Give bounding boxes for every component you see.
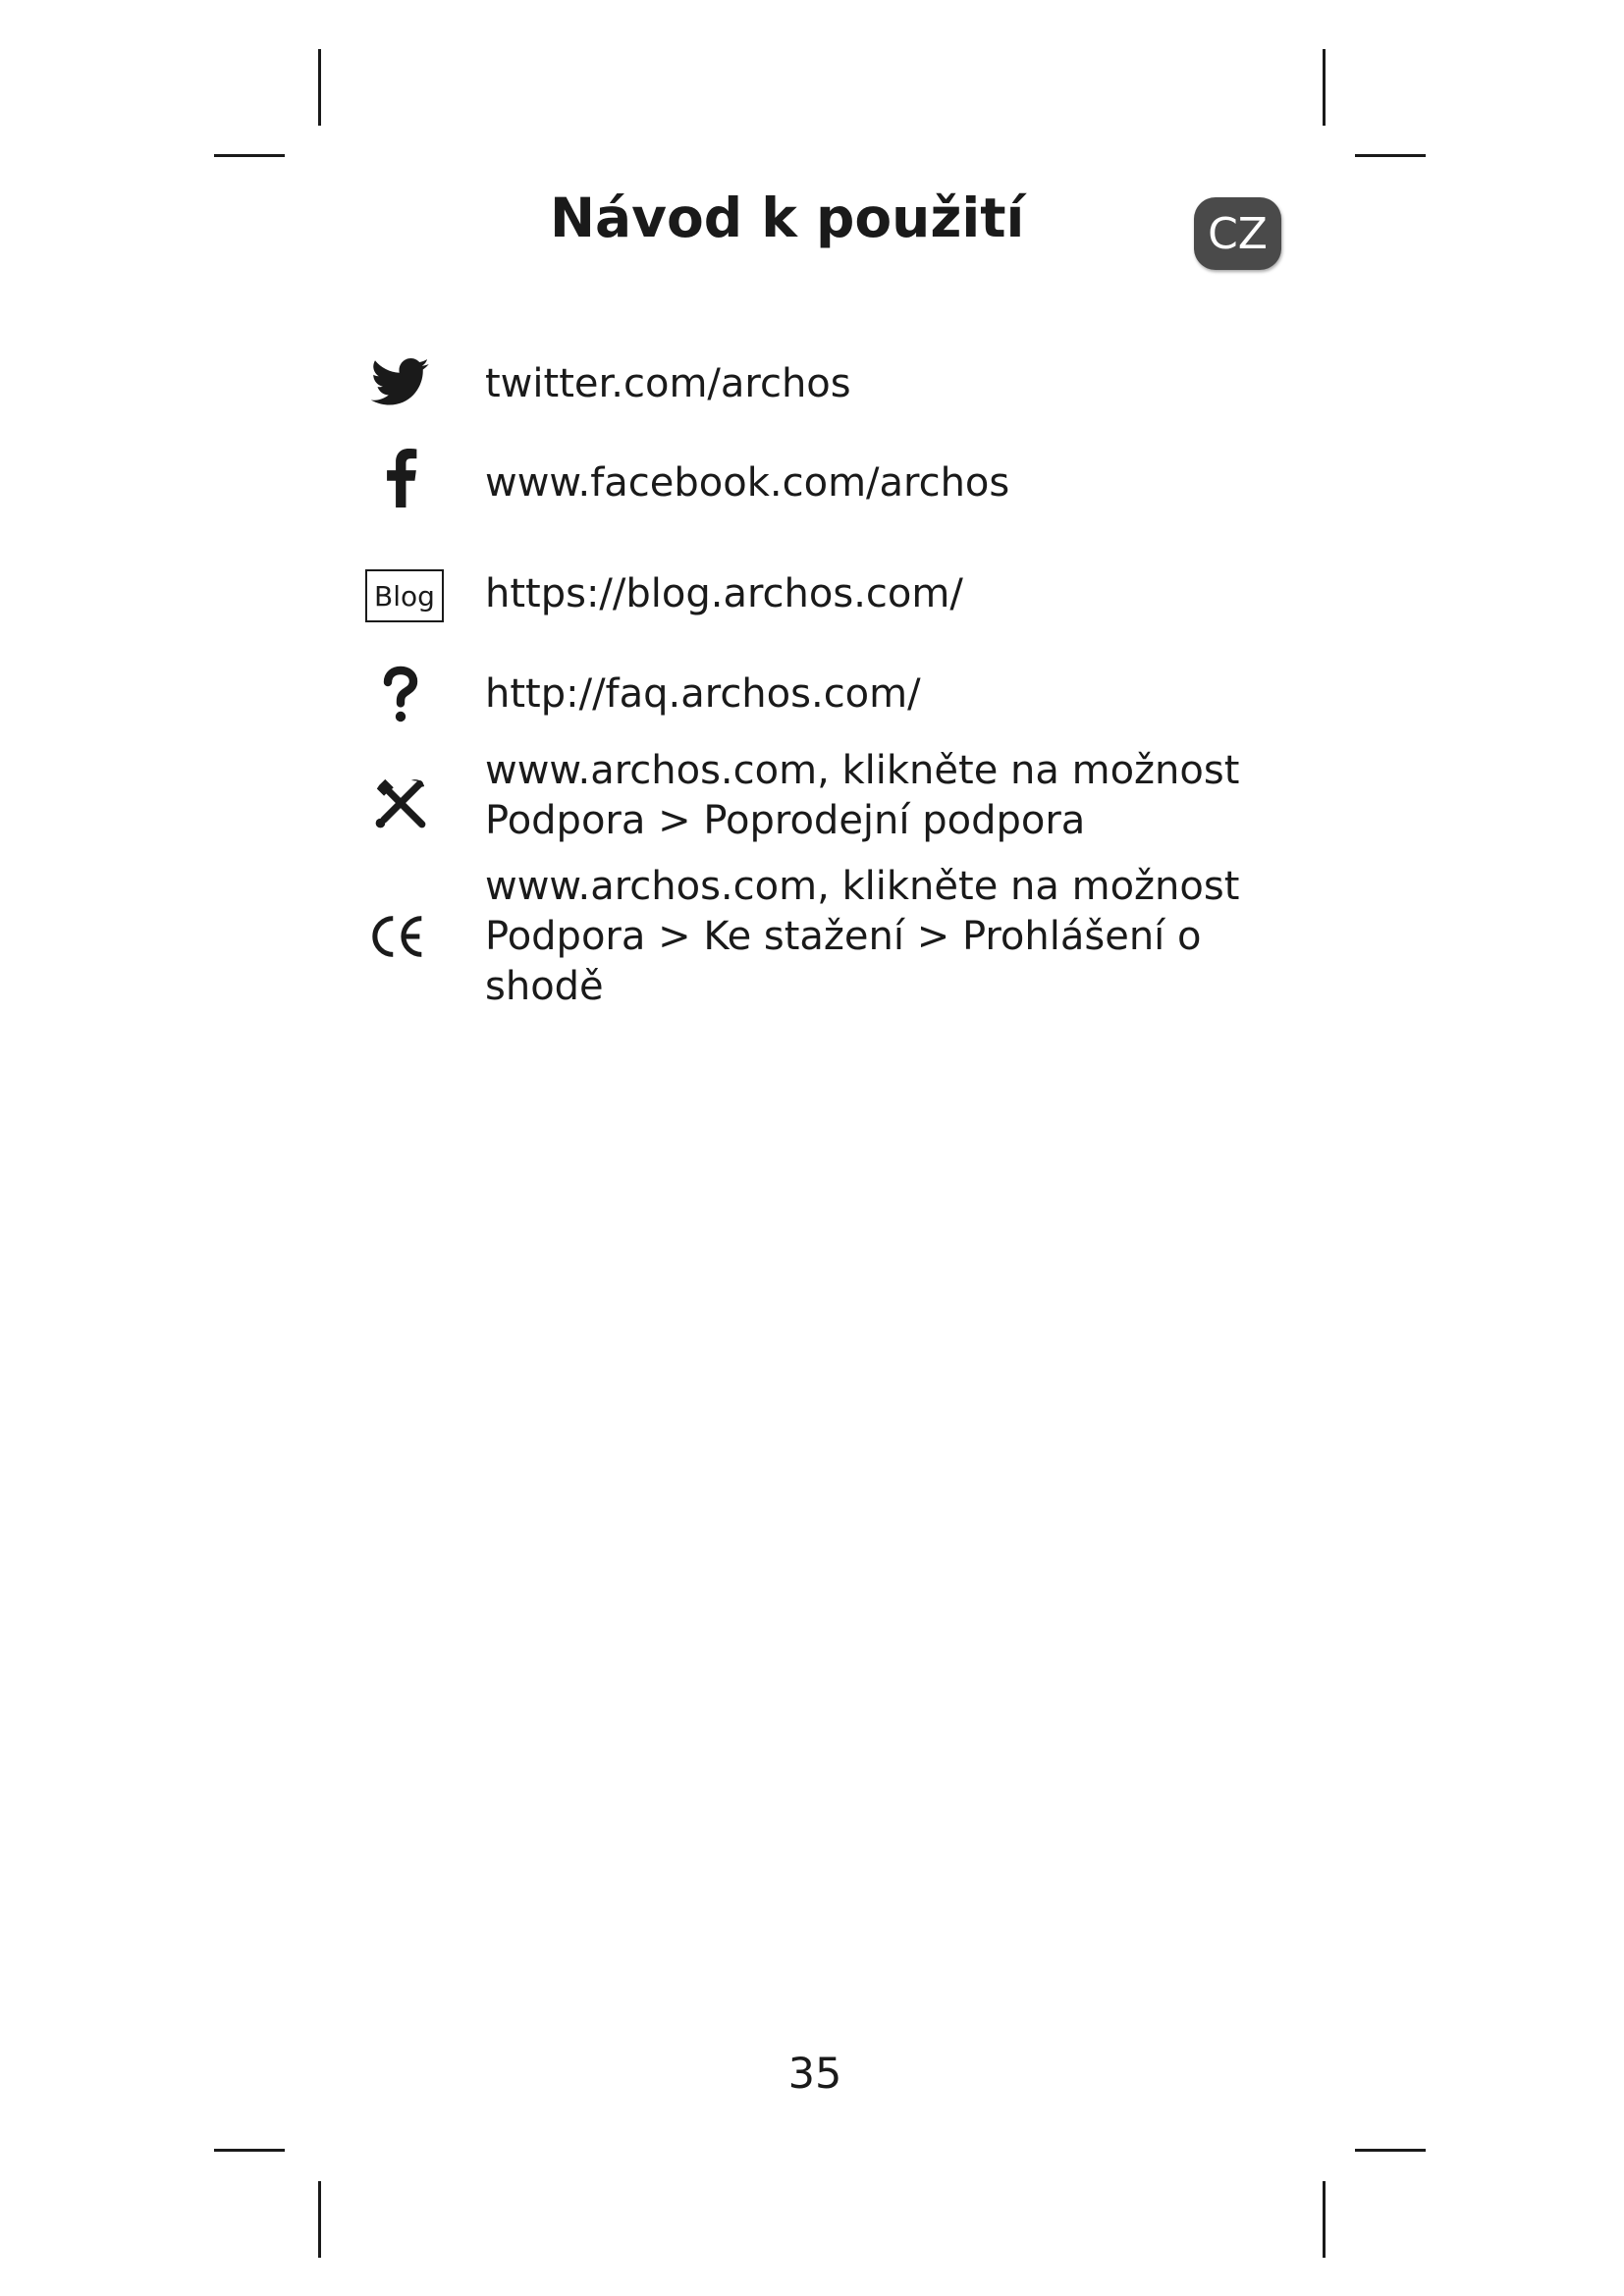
link-text-facebook[interactable] <box>485 458 1009 508</box>
link-text-twitter[interactable] <box>485 359 851 409</box>
crop-mark-bottom-left-vertical <box>318 2181 321 2258</box>
crop-mark-top-right-vertical <box>1323 49 1326 126</box>
link-line: twitter.com/archos <box>485 361 851 406</box>
link-line: shodě <box>485 964 604 1009</box>
crop-mark-top-right-horizontal <box>1355 154 1426 157</box>
crop-mark-bottom-right-horizontal <box>1355 2149 1426 2152</box>
link-line: www.archos.com, klikněte na možnost <box>485 864 1240 909</box>
blog-icon-label: Blog <box>365 569 444 622</box>
crop-mark-top-left-horizontal <box>214 154 285 157</box>
link-line: www.archos.com, klikněte na možnost <box>485 748 1240 793</box>
page-title: Návod k použití <box>550 187 1025 249</box>
tools-icon <box>361 772 440 834</box>
crop-mark-bottom-right-vertical <box>1323 2181 1326 2258</box>
ce-mark-icon <box>361 905 440 968</box>
link-text-support[interactable] <box>485 746 1239 846</box>
link-text-blog[interactable] <box>485 569 963 619</box>
page-number: 35 <box>787 2050 842 2099</box>
link-line: Podpora > Ke stažení > Prohlášení o <box>485 914 1202 959</box>
link-text-faq[interactable] <box>485 669 921 720</box>
crop-mark-bottom-left-horizontal <box>214 2149 285 2152</box>
blog-icon <box>365 567 444 624</box>
link-line: https://blog.archos.com/ <box>485 571 963 616</box>
link-line: http://faq.archos.com/ <box>485 671 921 717</box>
link-line: Podpora > Poprodejní podpora <box>485 798 1086 843</box>
twitter-icon <box>361 353 440 412</box>
language-badge: CZ <box>1194 197 1281 270</box>
question-mark-icon <box>361 664 440 726</box>
crop-mark-top-left-vertical <box>318 49 321 126</box>
link-text-declaration[interactable] <box>485 862 1239 1012</box>
facebook-icon <box>361 447 440 509</box>
link-line: www.facebook.com/archos <box>485 460 1010 506</box>
